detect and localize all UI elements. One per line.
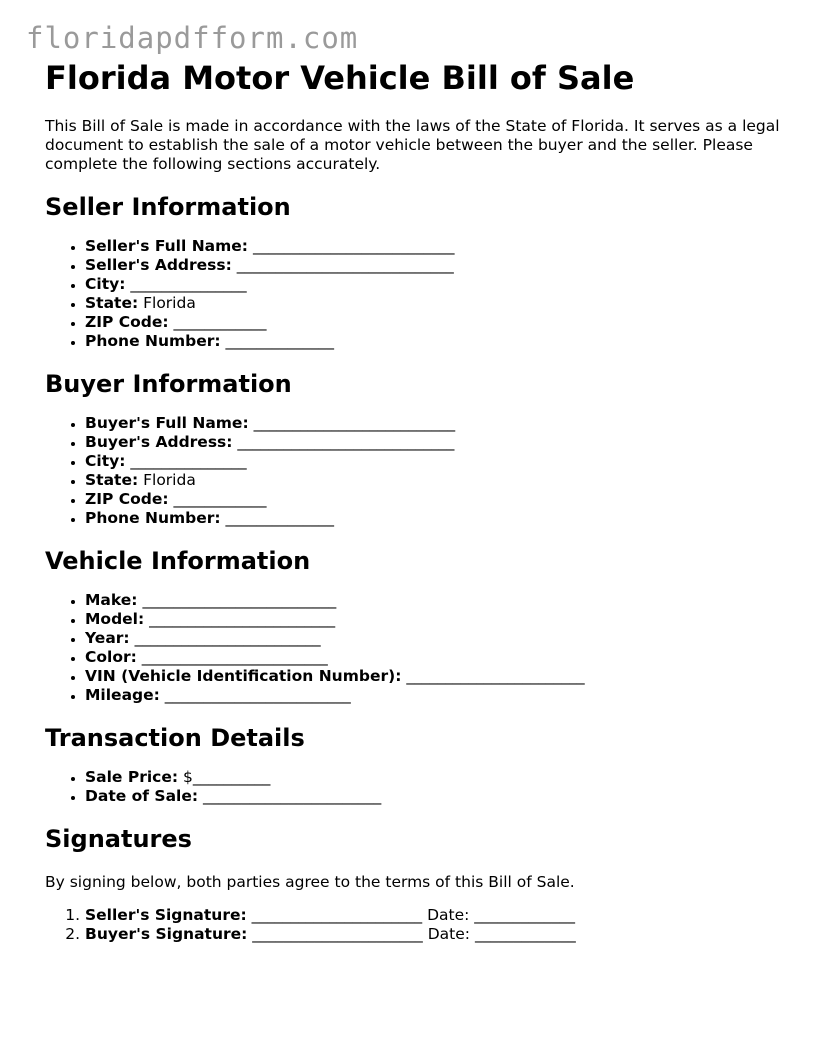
- field-label: City:: [85, 452, 126, 470]
- sale-price-field[interactable]: $__________: [183, 768, 271, 786]
- buyer-signature-field[interactable]: ______________________: [252, 925, 423, 943]
- field-label: State:: [85, 294, 139, 312]
- field-label: Buyer's Full Name:: [85, 414, 249, 432]
- transaction-heading: Transaction Details: [45, 724, 305, 752]
- list-item: [85, 768, 785, 787]
- seller-name-field[interactable]: __________________________: [252, 237, 455, 255]
- list-item: [85, 332, 785, 351]
- buyer-zip-field[interactable]: ____________: [173, 490, 267, 508]
- seller-address-field[interactable]: ____________________________: [236, 256, 454, 274]
- transaction-list: [45, 768, 785, 806]
- list-item: [85, 433, 785, 452]
- list-item: [85, 667, 785, 686]
- list-item: [85, 925, 785, 944]
- field-label: State:: [85, 471, 139, 489]
- buyer-list: [45, 414, 785, 528]
- list-item: [85, 256, 785, 275]
- list-item: [85, 490, 785, 509]
- date-label: Date:: [427, 906, 470, 924]
- field-label: Seller's Full Name:: [85, 237, 248, 255]
- list-item: [85, 906, 785, 925]
- field-label: Seller's Address:: [85, 256, 232, 274]
- field-label: Make:: [85, 591, 138, 609]
- signatures-intro: By signing below, both parties agree to the terms of this Bill of Sale.: [45, 873, 575, 891]
- field-label: Year:: [85, 629, 130, 647]
- list-item: [85, 313, 785, 332]
- field-label: Model:: [85, 610, 145, 628]
- vehicle-make-field[interactable]: _________________________: [142, 591, 337, 609]
- list-item: [85, 237, 785, 256]
- buyer-name-field[interactable]: __________________________: [253, 414, 456, 432]
- watermark: floridapdfform.com: [26, 21, 359, 55]
- seller-signature-date-field[interactable]: _____________: [474, 906, 576, 924]
- field-label: ZIP Code:: [85, 313, 169, 331]
- seller-phone-field[interactable]: ______________: [225, 332, 335, 350]
- seller-state-value: Florida: [143, 294, 196, 312]
- buyer-phone-field[interactable]: ______________: [225, 509, 335, 527]
- vehicle-model-field[interactable]: ________________________: [149, 610, 336, 628]
- field-label: Buyer's Address:: [85, 433, 233, 451]
- list-item: [85, 414, 785, 433]
- page-title: Florida Motor Vehicle Bill of Sale: [45, 59, 635, 97]
- intro-paragraph: This Bill of Sale is made in accordance with the laws of the State of Florida. It serves as a legal document to establish the sale of a motor vehicle between the buyer and the seller. Please complete the following sections accurately.: [45, 117, 780, 173]
- vehicle-heading: Vehicle Information: [45, 547, 311, 575]
- field-label: Phone Number:: [85, 509, 221, 527]
- seller-zip-field[interactable]: ____________: [173, 313, 267, 331]
- vehicle-list: [45, 591, 785, 705]
- field-label: Date of Sale:: [85, 787, 199, 805]
- field-label: Seller's Signature:: [85, 906, 247, 924]
- list-item: [85, 452, 785, 471]
- sale-date-field[interactable]: _______________________: [203, 787, 382, 805]
- buyer-address-field[interactable]: ____________________________: [237, 433, 455, 451]
- vehicle-vin-field[interactable]: _______________________: [406, 667, 585, 685]
- list-item: [85, 294, 785, 313]
- seller-city-field[interactable]: _______________: [130, 275, 247, 293]
- buyer-heading: Buyer Information: [45, 370, 292, 398]
- field-label: Mileage:: [85, 686, 160, 704]
- field-label: Sale Price:: [85, 768, 179, 786]
- list-item: [85, 591, 785, 610]
- signatures-heading: Signatures: [45, 825, 192, 853]
- list-item: [85, 610, 785, 629]
- seller-heading: Seller Information: [45, 193, 291, 221]
- list-item: [85, 471, 785, 490]
- list-item: [85, 787, 785, 806]
- seller-signature-field[interactable]: ______________________: [251, 906, 423, 924]
- field-label: VIN (Vehicle Identification Number):: [85, 667, 402, 685]
- field-label: Phone Number:: [85, 332, 221, 350]
- field-label: Buyer's Signature:: [85, 925, 248, 943]
- list-item: [85, 275, 785, 294]
- buyer-state-value: Florida: [143, 471, 196, 489]
- field-label: ZIP Code:: [85, 490, 169, 508]
- list-item: [85, 648, 785, 667]
- vehicle-year-field[interactable]: ________________________: [134, 629, 321, 647]
- list-item: [85, 686, 785, 705]
- vehicle-mileage-field[interactable]: ________________________: [164, 686, 351, 704]
- list-item: [85, 509, 785, 528]
- seller-list: [45, 237, 785, 351]
- date-label: Date:: [427, 925, 470, 943]
- field-label: Color:: [85, 648, 137, 666]
- vehicle-color-field[interactable]: ________________________: [141, 648, 328, 666]
- signatures-list: [45, 906, 785, 944]
- buyer-signature-date-field[interactable]: _____________: [474, 925, 576, 943]
- list-item: [85, 629, 785, 648]
- field-label: City:: [85, 275, 126, 293]
- document-body: [45, 58, 785, 944]
- buyer-city-field[interactable]: _______________: [130, 452, 247, 470]
